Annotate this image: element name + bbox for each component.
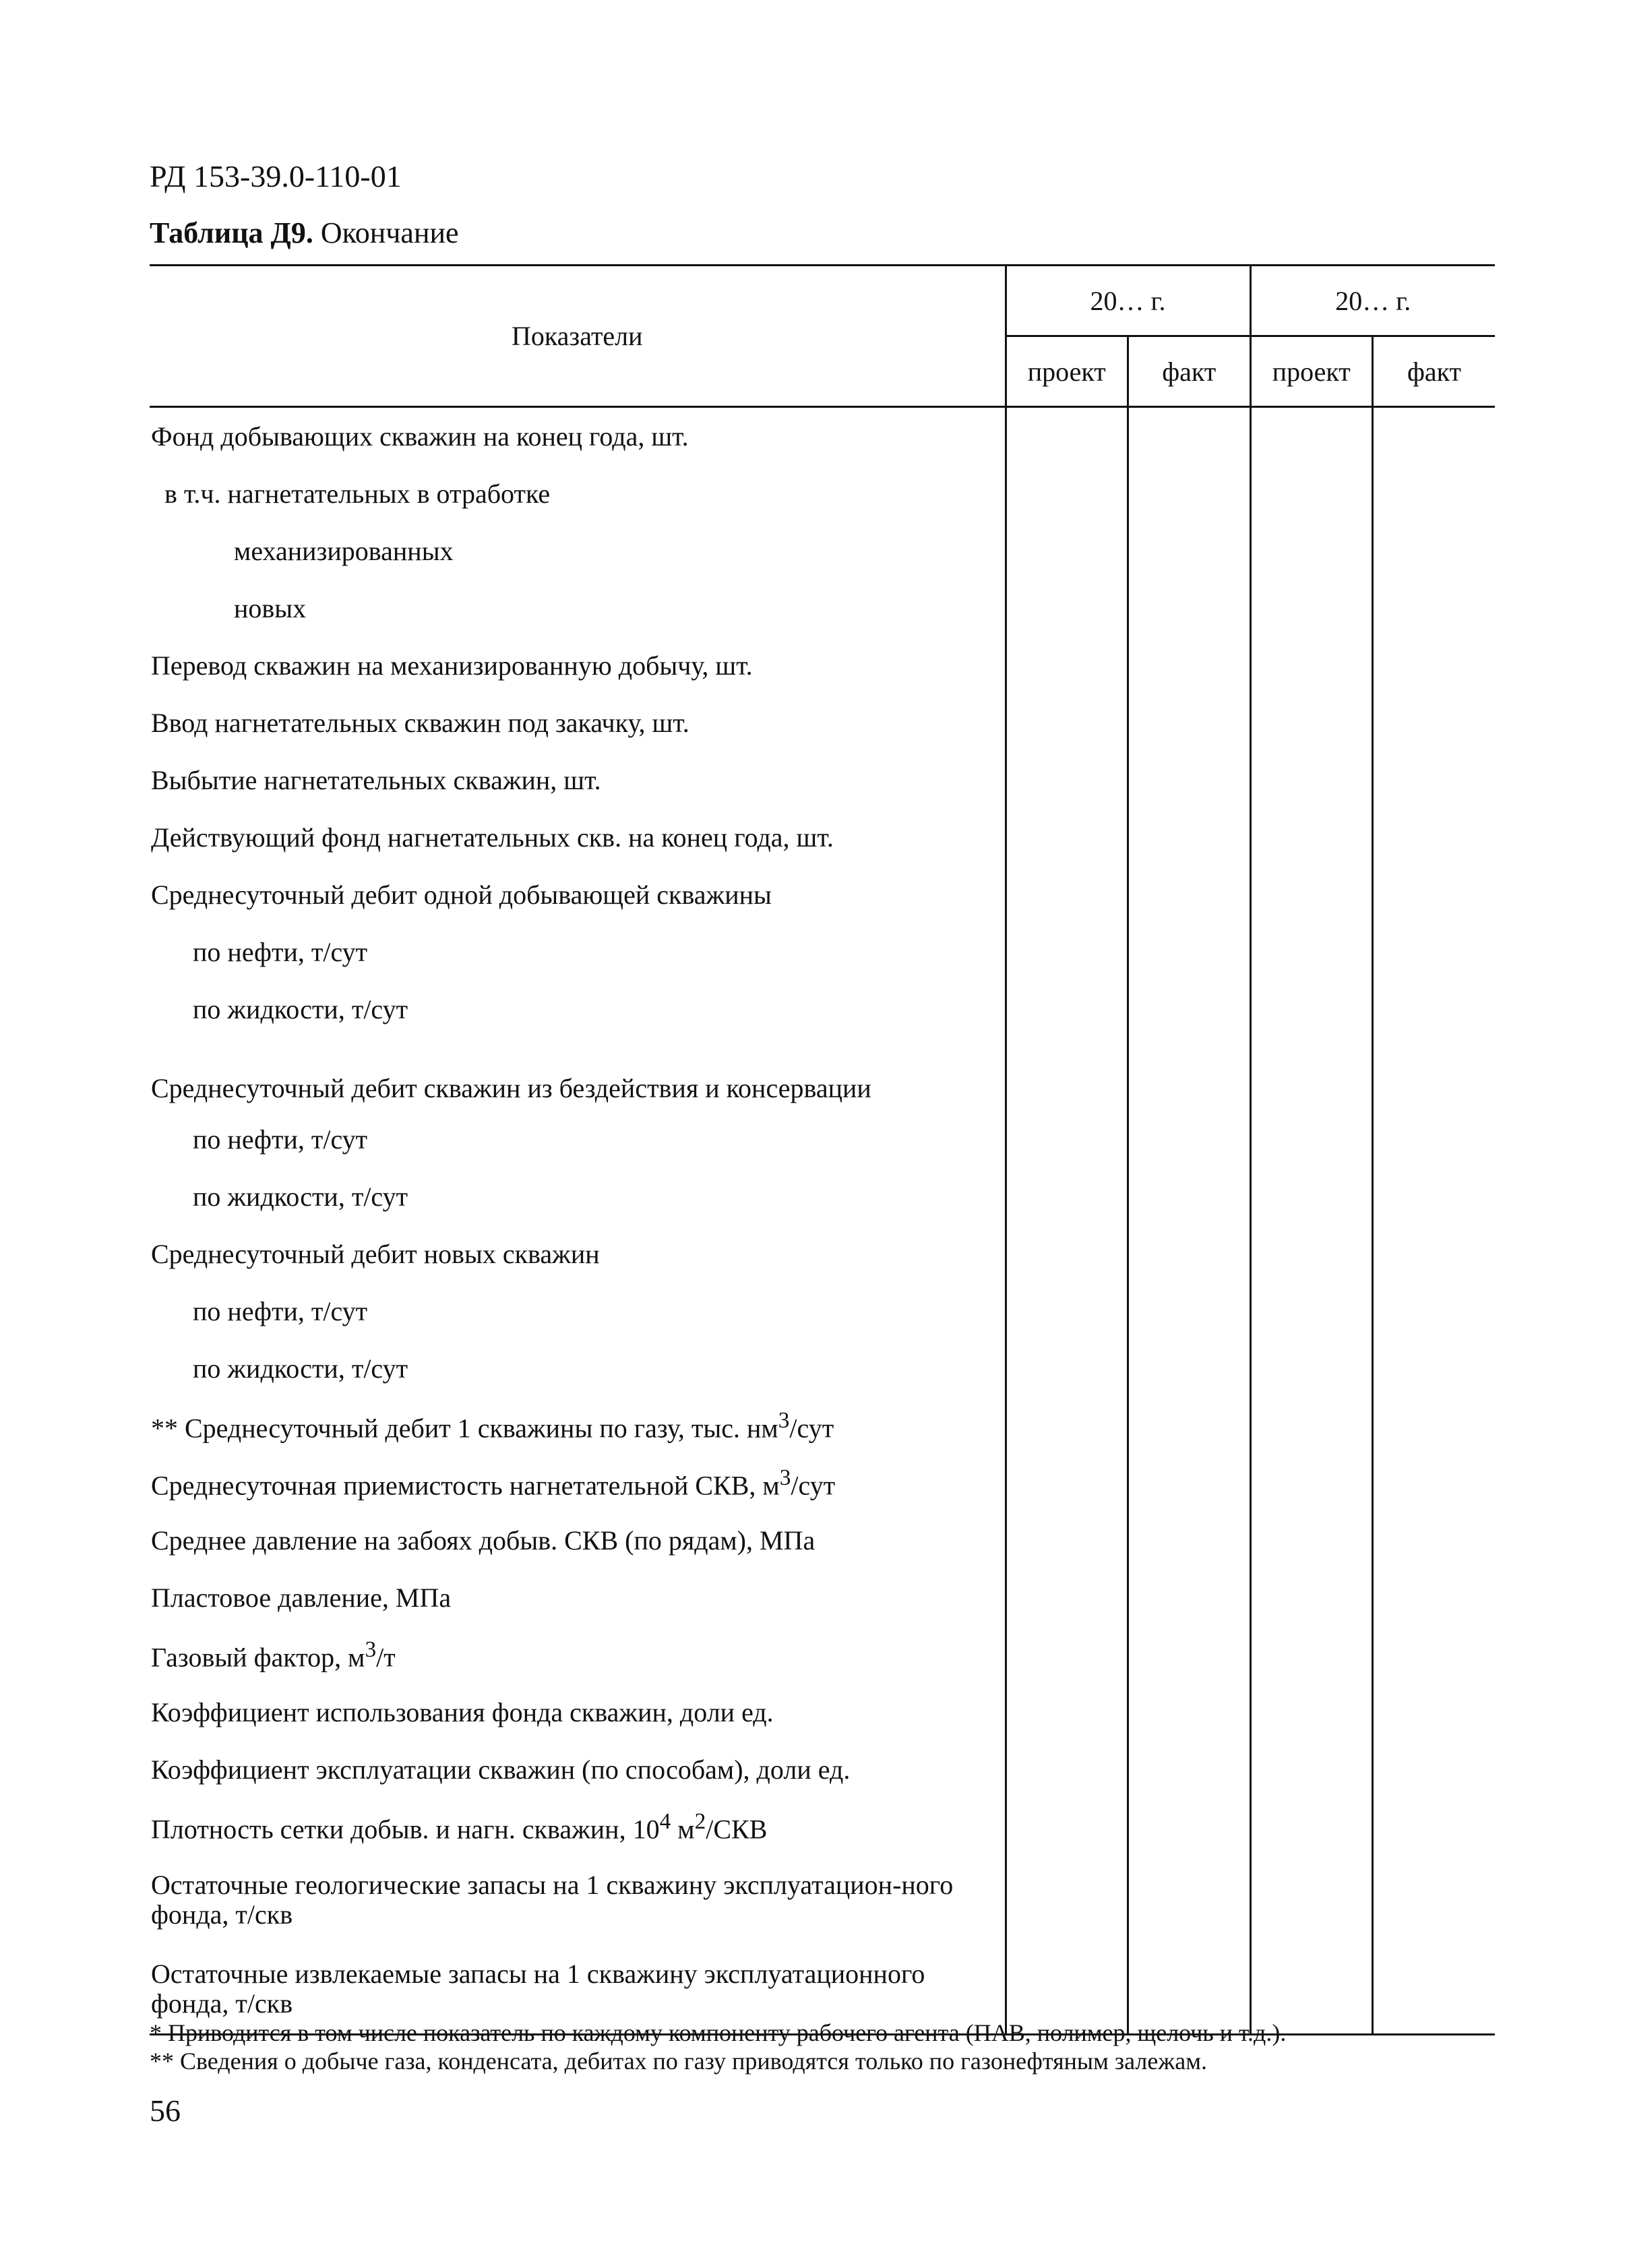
table-row xyxy=(150,1684,1495,1741)
indicator-label: Пластовое давление, МПа xyxy=(151,1583,452,1613)
indicator-label: по нефти, т/сут xyxy=(193,1124,368,1155)
value-cell xyxy=(1250,522,1373,580)
value-cell xyxy=(1250,866,1373,923)
value-cell xyxy=(1006,522,1128,580)
value-cell xyxy=(1128,1856,1251,1944)
value-cell xyxy=(1128,1454,1251,1512)
value-cell xyxy=(1006,637,1128,694)
value-cell xyxy=(1128,809,1251,866)
value-cell xyxy=(1128,866,1251,923)
value-cell xyxy=(1006,465,1128,522)
indicator-label: Среднее давление на забоях добыв. СКВ (по рядам), МПа xyxy=(151,1525,816,1556)
value-cell xyxy=(1373,637,1496,694)
value-cell xyxy=(1373,580,1496,637)
value-cell xyxy=(1250,1798,1373,1856)
value-cell xyxy=(1128,580,1251,637)
indicator-label: механизированных xyxy=(234,536,454,566)
value-cell xyxy=(1250,1684,1373,1741)
value-cell xyxy=(1373,1626,1496,1684)
value-cell xyxy=(1128,981,1251,1038)
indicator-label: Среднесуточный дебит новых скважин xyxy=(151,1239,600,1269)
indicator-label xyxy=(150,1397,1006,1454)
value-cell xyxy=(1250,1569,1373,1626)
value-cell xyxy=(1006,1168,1128,1225)
indicator-label: Остаточные геологические запасы на 1 скважину эксплуатацион-ного фонда, т/скв xyxy=(151,1870,954,1930)
value-cell xyxy=(1006,923,1128,981)
table-row xyxy=(150,1798,1495,1856)
value-cell xyxy=(1006,1569,1128,1626)
value-cell xyxy=(1250,1626,1373,1684)
value-cell xyxy=(1373,1168,1496,1225)
value-cell xyxy=(1006,981,1128,1038)
value-cell xyxy=(1250,465,1373,522)
value-cell xyxy=(1128,1340,1251,1397)
value-cell xyxy=(1250,1283,1373,1340)
value-cell xyxy=(1128,1038,1251,1111)
value-cell xyxy=(1128,1397,1251,1454)
value-cell xyxy=(1006,694,1128,752)
value-cell xyxy=(1006,580,1128,637)
value-cell xyxy=(1128,694,1251,752)
label-part: /сут xyxy=(789,1413,834,1444)
value-cell xyxy=(1373,1856,1496,1944)
page-number: 56 xyxy=(150,2093,181,2128)
value-cell xyxy=(1128,407,1251,466)
value-cell xyxy=(1128,637,1251,694)
value-cell xyxy=(1373,1283,1496,1340)
value-cell xyxy=(1128,1283,1251,1340)
indicator-label xyxy=(150,1454,1006,1512)
label-part: Среднесуточная приемистость нагнетательной СКВ, м xyxy=(151,1470,780,1501)
value-cell xyxy=(1006,866,1128,923)
value-cell xyxy=(1373,923,1496,981)
table-row xyxy=(150,923,1495,981)
value-cell xyxy=(1250,637,1373,694)
indicator-column-header: Показатели xyxy=(150,266,1006,407)
table-caption xyxy=(150,216,459,250)
label-part: Плотность сетки добыв. и нагн. скважин, 10 xyxy=(151,1814,660,1845)
value-cell xyxy=(1373,522,1496,580)
footnote-1: * Приводится в том числе показатель по каждому компоненту рабочего агента (ПАВ, полимер, щелочь и т.д.). xyxy=(150,2019,1287,2046)
indicator-label: Фонд добывающих скважин на конец года, шт. xyxy=(151,421,689,452)
value-cell xyxy=(1373,1512,1496,1569)
value-cell xyxy=(1250,981,1373,1038)
indicator-label: Среднесуточный дебит одной добывающей скважины xyxy=(151,880,772,910)
value-cell xyxy=(1006,1856,1128,1944)
document-code: РД 153-39.0-110-01 xyxy=(150,159,402,193)
superscript: 3 xyxy=(779,1465,791,1490)
value-cell xyxy=(1250,694,1373,752)
indicator-label: по нефти, т/сут xyxy=(193,937,368,967)
value-cell xyxy=(1006,1397,1128,1454)
table-row xyxy=(150,1454,1495,1512)
value-cell xyxy=(1006,809,1128,866)
table-row xyxy=(150,637,1495,694)
table-label: Таблица Д9. xyxy=(150,216,313,249)
value-cell xyxy=(1250,1111,1373,1168)
value-cell xyxy=(1006,1798,1128,1856)
indicator-label xyxy=(150,1798,1006,1856)
table-row xyxy=(150,752,1495,809)
label-part: /СКВ xyxy=(706,1814,768,1845)
table-row xyxy=(150,1225,1495,1283)
value-cell xyxy=(1250,1168,1373,1225)
indicator-label: Перевод скважин на механизированную добычу, шт. xyxy=(151,650,753,681)
table-row xyxy=(150,580,1495,637)
indicator-label xyxy=(150,1626,1006,1684)
value-cell xyxy=(1128,522,1251,580)
value-cell xyxy=(1006,752,1128,809)
value-cell xyxy=(1128,1626,1251,1684)
indicator-label: по жидкости, т/сут xyxy=(193,1182,408,1212)
table-row xyxy=(150,1168,1495,1225)
value-cell xyxy=(1250,407,1373,466)
value-cell xyxy=(1250,752,1373,809)
value-cell xyxy=(1250,923,1373,981)
value-cell xyxy=(1250,1340,1373,1397)
table-row xyxy=(150,694,1495,752)
table-row xyxy=(150,1512,1495,1569)
value-cell xyxy=(1373,1225,1496,1283)
value-cell xyxy=(1373,752,1496,809)
value-cell xyxy=(1128,752,1251,809)
indicator-label: новых xyxy=(234,593,307,623)
value-cell xyxy=(1128,1569,1251,1626)
table-row xyxy=(150,465,1495,522)
indicator-label: Остаточные извлекаемые запасы на 1 скважину эксплуатационного фонда, т/скв xyxy=(151,1959,925,2019)
table-row xyxy=(150,1741,1495,1798)
value-cell xyxy=(1006,1741,1128,1798)
footnotes xyxy=(150,2019,1286,2075)
value-cell xyxy=(1250,1225,1373,1283)
indicator-label: Действующий фонд нагнетательных скв. на конец года, шт. xyxy=(151,822,834,853)
table-row xyxy=(150,1340,1495,1397)
value-cell xyxy=(1373,465,1496,522)
value-cell xyxy=(1250,1038,1373,1111)
value-cell xyxy=(1373,1038,1496,1111)
fact-header-2: факт xyxy=(1373,336,1496,407)
value-cell xyxy=(1128,923,1251,981)
value-cell xyxy=(1373,407,1496,466)
value-cell xyxy=(1250,1856,1373,1944)
superscript: 4 xyxy=(659,1808,671,1834)
table-row xyxy=(150,1626,1495,1684)
year-header-2: 20… г. xyxy=(1250,266,1495,336)
label-part: /т xyxy=(376,1642,396,1673)
value-cell xyxy=(1128,1798,1251,1856)
value-cell xyxy=(1006,1340,1128,1397)
value-cell xyxy=(1373,694,1496,752)
value-cell xyxy=(1128,465,1251,522)
table-row xyxy=(150,1397,1495,1454)
value-cell xyxy=(1373,1684,1496,1741)
label-part: /сут xyxy=(791,1470,836,1501)
value-cell xyxy=(1128,1684,1251,1741)
table-row xyxy=(150,981,1495,1038)
value-cell xyxy=(1250,1741,1373,1798)
value-cell xyxy=(1373,981,1496,1038)
value-cell xyxy=(1373,1798,1496,1856)
fact-header-1: факт xyxy=(1128,336,1251,407)
value-cell xyxy=(1250,1512,1373,1569)
superscript: 3 xyxy=(778,1407,790,1433)
label-part: Газовый фактор, м xyxy=(151,1642,365,1673)
value-cell xyxy=(1373,1741,1496,1798)
table-row xyxy=(150,1569,1495,1626)
value-cell xyxy=(1373,866,1496,923)
project-header-1: проект xyxy=(1006,336,1128,407)
value-cell xyxy=(1373,1944,1496,2035)
value-cell xyxy=(1128,1225,1251,1283)
label-part: ** Среднесуточный дебит 1 скважины по газу, тыс. нм xyxy=(151,1413,778,1444)
value-cell xyxy=(1006,1038,1128,1111)
value-cell xyxy=(1006,1684,1128,1741)
indicator-label: Выбытие нагнетательных скважин, шт. xyxy=(151,765,601,795)
value-cell xyxy=(1128,1512,1251,1569)
project-header-2: проект xyxy=(1250,336,1373,407)
indicators-table xyxy=(150,264,1495,2035)
value-cell xyxy=(1006,1454,1128,1512)
value-cell xyxy=(1006,1111,1128,1168)
value-cell xyxy=(1128,1741,1251,1798)
indicator-label: по нефти, т/сут xyxy=(193,1296,368,1326)
superscript: 3 xyxy=(365,1636,377,1662)
value-cell xyxy=(1250,580,1373,637)
footnote-2: ** Сведения о добыче газа, конденсата, дебитах по газу приводятся только по газонефтяным залежам. xyxy=(150,2048,1207,2075)
indicator-label: Среднесуточный дебит скважин из бездействия и консервации xyxy=(151,1073,871,1103)
indicator-label: Ввод нагнетательных скважин под закачку, шт. xyxy=(151,708,689,738)
label-part: м xyxy=(671,1814,695,1845)
year-header-1: 20… г. xyxy=(1006,266,1250,336)
table-row xyxy=(150,1283,1495,1340)
indicator-label: по жидкости, т/сут xyxy=(193,994,408,1024)
value-cell xyxy=(1006,1512,1128,1569)
value-cell xyxy=(1006,1626,1128,1684)
table-row xyxy=(150,522,1495,580)
indicator-label: Коэффициент использования фонда скважин, доли ед. xyxy=(151,1697,774,1727)
table-body xyxy=(150,407,1495,2035)
superscript: 2 xyxy=(694,1808,706,1834)
table-row xyxy=(150,1038,1495,1111)
indicator-label: в т.ч. нагнетательных в отработке xyxy=(164,479,551,509)
table-row xyxy=(150,809,1495,866)
value-cell xyxy=(1006,407,1128,466)
value-cell xyxy=(1250,1454,1373,1512)
value-cell xyxy=(1250,809,1373,866)
value-cell xyxy=(1373,1569,1496,1626)
indicator-label: по жидкости, т/сут xyxy=(193,1353,408,1384)
table-row xyxy=(150,866,1495,923)
table-row xyxy=(150,407,1495,466)
value-cell xyxy=(1250,1397,1373,1454)
value-cell xyxy=(1373,1340,1496,1397)
value-cell xyxy=(1373,1397,1496,1454)
value-cell xyxy=(1006,1225,1128,1283)
value-cell xyxy=(1373,1454,1496,1512)
value-cell xyxy=(1006,1283,1128,1340)
value-cell xyxy=(1128,1111,1251,1168)
value-cell xyxy=(1128,1168,1251,1225)
value-cell xyxy=(1373,809,1496,866)
table-row xyxy=(150,1111,1495,1168)
value-cell xyxy=(1373,1111,1496,1168)
table-row xyxy=(150,1856,1495,1944)
indicator-label: Коэффициент эксплуатации скважин (по способам), доли ед. xyxy=(151,1754,851,1785)
table-title: Окончание xyxy=(320,216,459,249)
